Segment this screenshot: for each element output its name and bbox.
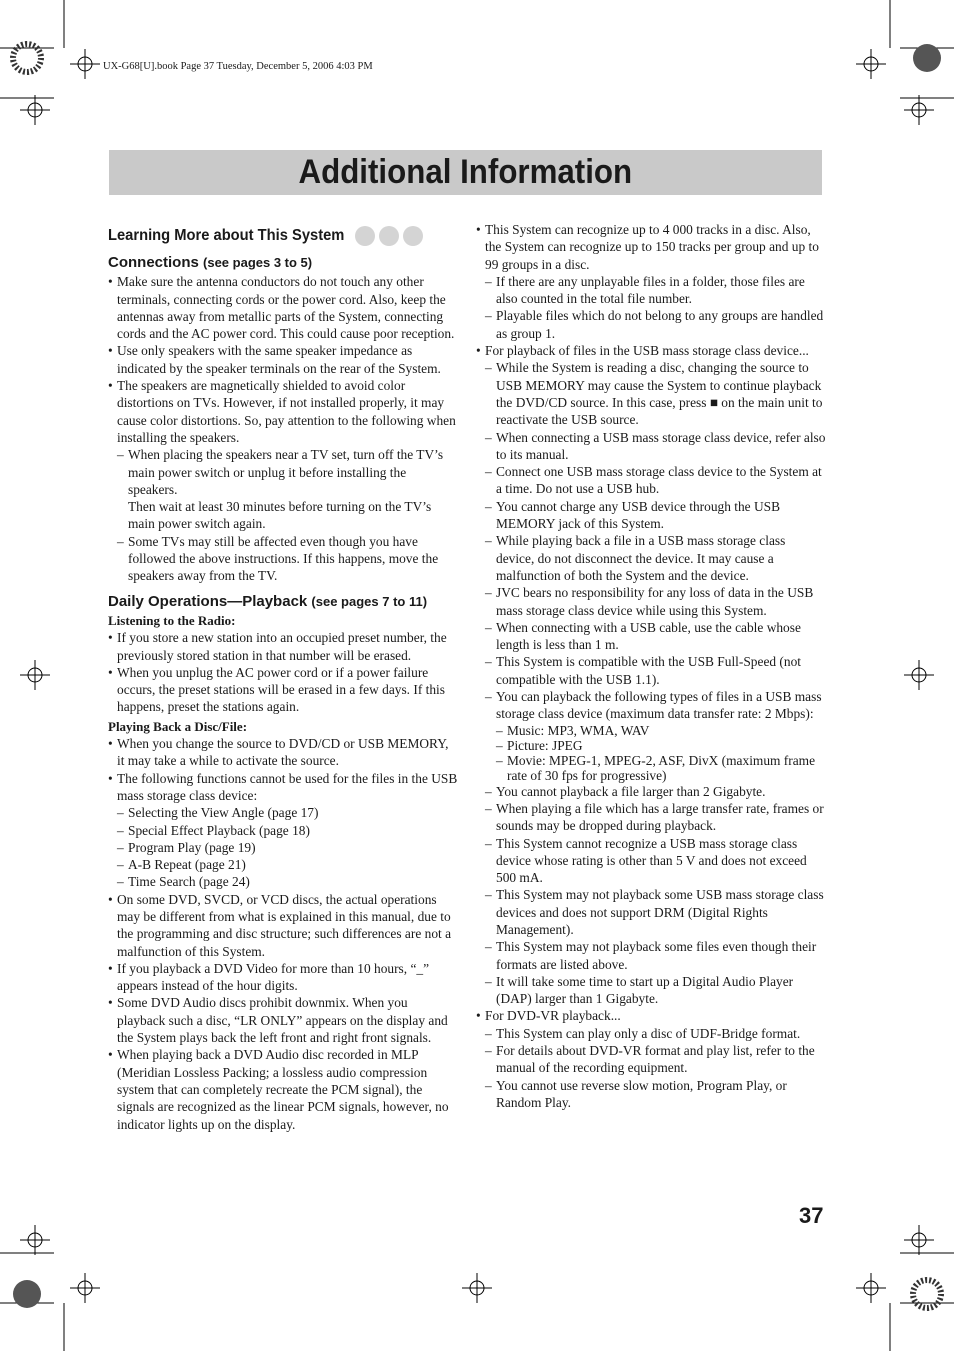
- list-item: – Some TVs may still be affected even though you have followed the above instructions. If this happens, move the speakers away from the TV.: [108, 533, 458, 585]
- list-item: – This System may not playback some USB mass storage class devices and does not support DRM (Digital Rights Management).: [476, 886, 826, 938]
- list-item: – You can playback the following types of files in a USB mass storage class device (maximum data transfer rate: 2 Mbps):: [476, 688, 826, 723]
- daily-operations-page-ref: (see pages 7 to 11): [311, 593, 428, 609]
- list-item: • This System can recognize up to 4 000 tracks in a disc. Also, the System can recognize up to 150 tracks per group and up to 99 groups in a disc.: [476, 221, 826, 273]
- list-item: – Selecting the View Angle (page 17): [108, 804, 458, 821]
- dot-icon: [403, 226, 423, 246]
- disc-label: Playing Back a Disc/File:: [108, 718, 248, 734]
- list-item: – This System may not playback some files even though their formats are listed above.: [476, 938, 826, 973]
- radio-label: Listening to the Radio:: [108, 612, 236, 628]
- list-item: • If you playback a DVD Video for more than 10 hours, “_” appears instead of the hour digits.: [108, 960, 458, 995]
- dot-icon: [379, 226, 399, 246]
- title-band: [109, 150, 822, 195]
- list-item: – Program Play (page 19): [108, 839, 458, 856]
- list-item: • If you store a new station into an occupied preset number, the previously stored station in that number will be erased.: [108, 629, 458, 664]
- page-title: Additional Information: [298, 153, 633, 191]
- section-title-text: Learning More about This System: [108, 227, 345, 245]
- section-dots-decoration: [355, 226, 423, 246]
- list-item: – Time Search (page 24): [108, 873, 458, 890]
- list-item: – While the System is reading a disc, changing the source to USB MEMORY may cause the System to continue playback the DVD/CD source. In this case, press ■ on the main unit to reactivate the USB source.: [476, 359, 826, 428]
- print-header-stamp: UX-G68[U].book Page 37 Tuesday, December 5, 2006 4:03 PM: [103, 61, 373, 72]
- list-item: • When you unplug the AC power cord or if a power failure occurs, the preset stations will be erased in a few days. If this happens, preset the stations again.: [108, 664, 458, 716]
- list-item: – When connecting with a USB cable, use the cable whose length is less than 1 m.: [476, 619, 826, 654]
- list-item: – While playing back a file in a USB mass storage class device, do not disconnect the device. It may cause a malfunction of both the System and the device.: [476, 532, 826, 584]
- list-item: – This System can play only a disc of UDF-Bridge format.: [476, 1025, 826, 1042]
- page-number: 37: [799, 1203, 824, 1228]
- list-item: – You cannot use reverse slow motion, Program Play, or Random Play.: [476, 1077, 826, 1112]
- dot-icon: [355, 226, 375, 246]
- list-item: • The speakers are magnetically shielded to avoid color distortions on TVs. However, if not installed properly, it may cause color distortions. So, pay attention to the following when installing the speakers.: [108, 377, 458, 446]
- right-list: [476, 221, 826, 1111]
- left-column: [108, 220, 458, 1133]
- list-item: • The following functions cannot be used for the files in the USB mass storage class device:: [108, 770, 458, 805]
- list-item: – Special Effect Playback (page 18): [108, 822, 458, 839]
- list-item: – Playable files which do not belong to any groups are handled as group 1.: [476, 307, 826, 342]
- list-item: • On some DVD, SVCD, or VCD discs, the actual operations may be different from what is explained in this manual, due to the programming and disc structure; such differences are not a malfunction of this System.: [108, 891, 458, 960]
- list-item: – Movie: MPEG-1, MPEG-2, ASF, DivX (maximum frame rate of 30 fps for progressive): [476, 753, 826, 783]
- list-item: • When playing back a DVD Audio disc recorded in MLP (Meridian Lossless Packing; a lossless audio compression system that can completely recreate the PCM signal), the signals are recognized as the linear PCM signals, however, no indicator lights up on the display.: [108, 1046, 458, 1132]
- list-item: – When placing the speakers near a TV set, turn off the TV’s main power switch or unplug it before installing the speakers.: [108, 446, 458, 498]
- list-item: • Some DVD Audio discs prohibit downmix. When you playback such a disc, “LR ONLY” appears on the display and the System plays back the left front and right front signals.: [108, 994, 458, 1046]
- list-item: – A-B Repeat (page 21): [108, 856, 458, 873]
- list-item: – Picture: JPEG: [476, 738, 826, 753]
- list-item: – Music: MP3, WMA, WAV: [476, 723, 826, 738]
- radio-list: [108, 629, 458, 715]
- list-item: – Connect one USB mass storage class device to the System at a time. Do not use a USB hub.: [476, 463, 826, 498]
- list-item: – This System cannot recognize a USB mass storage class device whose rating is other than 5 V and does not exceed 500 mA.: [476, 835, 826, 887]
- list-item: – JVC bears no responsibility for any loss of data in the USB mass storage class device while using this System.: [476, 584, 826, 619]
- list-item: • For DVD-VR playback...: [476, 1007, 826, 1024]
- connections-list: [108, 273, 458, 584]
- daily-operations-heading: Daily Operations—Playback (see pages 7 to 11): [108, 592, 428, 610]
- list-item: – This System is compatible with the USB Full-Speed (not compatible with the USB 1.1).: [476, 653, 826, 688]
- list-item: • When you change the source to DVD/CD or USB MEMORY, it may take a while to activate the source.: [108, 735, 458, 770]
- list-item: • Make sure the antenna conductors do not touch any other terminals, connecting cords or the power cord. Also, keep the antennas away from metallic parts of the System, connecting cords and the AC power cord. This could cause poor reception.: [108, 273, 458, 342]
- list-item: – You cannot playback a file larger than 2 Gigabyte.: [476, 783, 826, 800]
- list-item: – When connecting a USB mass storage class device, refer also to its manual.: [476, 429, 826, 464]
- section-title: [108, 226, 458, 246]
- list-item: – When playing a file which has a large transfer rate, frames or sounds may be dropped during playback.: [476, 800, 826, 835]
- list-item: – If there are any unplayable files in a folder, those files are also counted in the total file number.: [476, 273, 826, 308]
- connections-page-ref: (see pages 3 to 5): [203, 255, 313, 270]
- disc-list: [108, 735, 458, 1133]
- right-column: [476, 221, 826, 1111]
- list-item: – For details about DVD-VR format and play list, refer to the manual of the recording equipment.: [476, 1042, 826, 1077]
- list-item: – You cannot charge any USB device through the USB MEMORY jack of this System.: [476, 498, 826, 533]
- list-item: Then wait at least 30 minutes before turning on the TV’s main power switch again.: [128, 499, 432, 532]
- connections-heading: Connections (see pages 3 to 5): [108, 254, 313, 271]
- list-item: – It will take some time to start up a Digital Audio Player (DAP) larger than 1 Gigabyte.: [476, 973, 826, 1008]
- list-item: • For playback of files in the USB mass storage class device...: [476, 342, 826, 359]
- list-item: • Use only speakers with the same speaker impedance as indicated by the speaker terminals on the rear of the System.: [108, 342, 458, 377]
